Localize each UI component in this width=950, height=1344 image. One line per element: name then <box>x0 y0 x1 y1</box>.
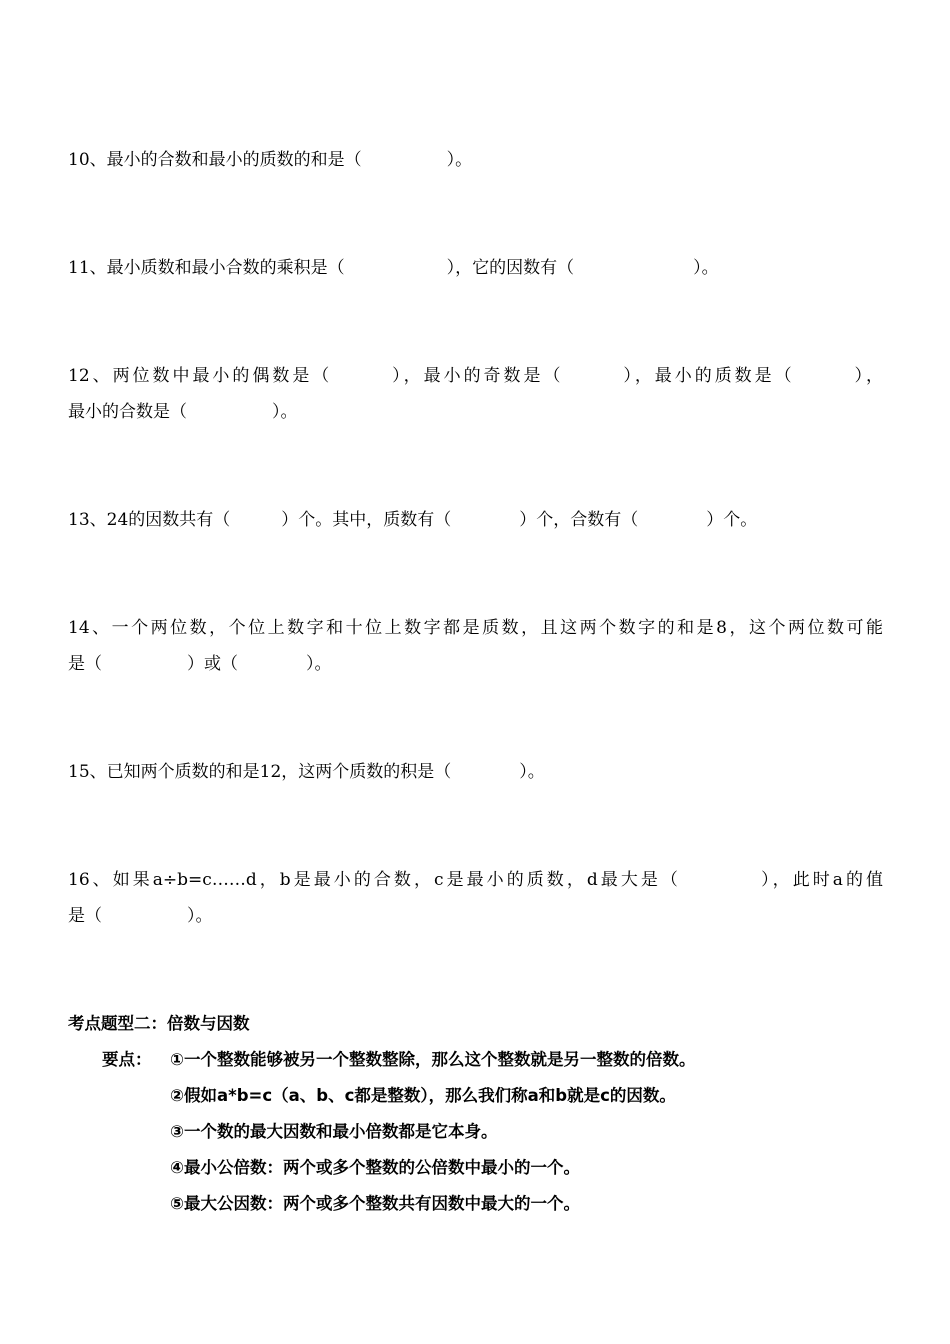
question-10: 10、最小的合数和最小的质数的和是（ ）。 <box>68 150 473 170</box>
question-15: 15、已知两个质数的和是12，这两个质数的积是（ ）。 <box>68 762 545 782</box>
question-12-line-2: 最小的合数是（ ）。 <box>68 402 298 422</box>
point-3: ③一个数的最大因数和最小倍数都是它本身。 <box>170 1122 498 1141</box>
point-4: ④最小公倍数：两个或多个整数的公倍数中最小的一个。 <box>170 1158 580 1177</box>
question-16-line-2: 是（ ）。 <box>68 906 213 926</box>
section-title: 考点题型二：倍数与因数 <box>68 1014 250 1033</box>
question-16-line-1: 16、如果a÷b=c……d，b是最小的合数，c是最小的质数，d最大是（ ），此时a的值 <box>68 870 883 890</box>
points-label: 要点： <box>102 1050 152 1069</box>
point-1: ①一个整数能够被另一个整数整除，那么这个整数就是另一整数的倍数。 <box>170 1050 696 1069</box>
point-5: ⑤最大公因数：两个或多个整数共有因数中最大的一个。 <box>170 1194 580 1213</box>
question-14-line-1: 14、一个两位数，个位上数字和十位上数字都是质数，且这两个数字的和是8，这个两位数可能 <box>68 618 883 638</box>
question-14-line-2: 是（ ）或（ ）。 <box>68 654 332 674</box>
question-13: 13、24的因数共有（ ）个。其中，质数有（ ）个，合数有（ ）个。 <box>68 510 758 530</box>
point-2: ②假如a*b=c（a、b、c都是整数），那么我们称a和b就是c的因数。 <box>170 1086 676 1105</box>
question-11: 11、最小质数和最小合数的乘积是（ ），它的因数有（ ）。 <box>68 258 719 278</box>
question-12-line-1: 12、两位数中最小的偶数是（ ），最小的奇数是（ ），最小的质数是（ ）， <box>68 366 883 386</box>
